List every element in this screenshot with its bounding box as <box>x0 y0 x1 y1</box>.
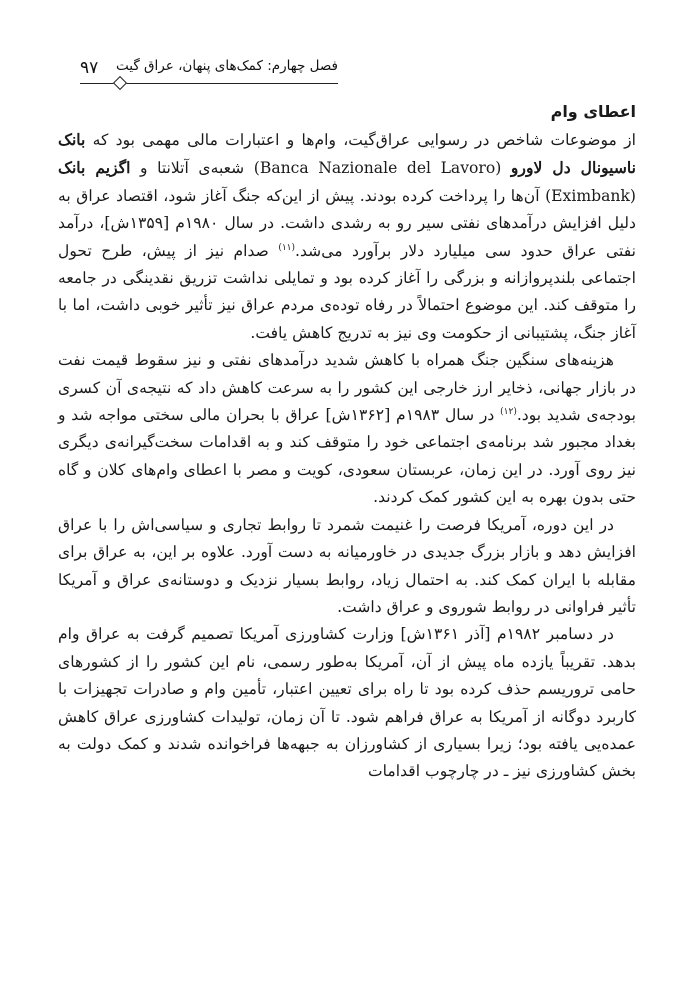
p1-bold-eximbank: اگزیم بانک <box>58 158 131 178</box>
p1-text-3: (Eximbank) آن‌ها را پرداخت کرده بودند. پیش از این‌که جنگ آغاز شود، اقتصاد عراق به دلیل افزایش درآمدهای نفتی سیر رو به رشدی داشت. در سال ۱۹۸۰م [۱۳۵۹ش]، درآمد نفتی عراق حدود سی میلیارد دلار برآورد می‌شد. <box>58 186 636 260</box>
paragraph-2 <box>58 347 636 511</box>
paragraph-4: در دسامبر ۱۹۸۲م [آذر ۱۳۶۱ش] وزارت کشاورزی آمریکا تصمیم گرفت به عراق وام بدهد. تقریباً یازده ماه پیش از آن، آمریکا به‌طور رسمی، نام این کشور را از کشورهای حامی تروریسم حذف کرده بود تا راه برای تعیین اعتبار، تأمین وام و صادرات تجهیزات با کاربرد دوگانه از آمریکا به عراق فراهم شود. تا آن زمان، تولیدات کشاورزی عراق کاهش عمده‌یی یافته بود؛ زیرا بسیاری از کشاورزان به جبهه‌ها فراخوانده شدند و کمک دولت به بخش کشاورزی نیز ـ در چارچوب اقدامات <box>58 625 636 781</box>
footnote-ref-12: (۱۲) <box>500 406 517 417</box>
page-number: ۹۷ <box>80 58 99 78</box>
p2-text-1: هزینه‌های سنگین جنگ همراه با کاهش شدید درآمدهای نفتی و نیز سقوط قیمت نفت در بازار جهانی، ذخایر ارز خارجی این کشور را به سرعت کاهش داد که نتیجه‌ی آن کسری بودجه‌ی شدید بود. <box>58 351 636 425</box>
paragraph-3: در این دوره، آمریکا فرصت را غنیمت شمرد تا روابط تجاری و سیاسی‌اش را با عراق افزایش دهد و بازار بزرگ جدیدی در خاورمیانه به دست آورد. علاوه بر این، به عراق برای مقابله با ایران کمک کند. به احتمال زیاد، روابط بسیار نزدیک و دوستانه‌ی عراق و آمریکا تأثیر فراوانی در روابط شوروی و عراق داشت. <box>58 515 636 616</box>
footnote-ref-11: (۱۱) <box>278 242 296 253</box>
paragraph-1 <box>58 126 636 347</box>
p2-text-2: در سال ۱۹۸۳م [۱۳۶۲ش] عراق با بحران مالی سختی مواجه شد و بغداد مجبور شد برنامه‌ی اجتماعی خود را متوقف کند و به اقدامات سخت‌گیرانه‌ی دیگری نیز روی آورد. در این زمان، عربستان سعودی، کویت و مصر با اعطای وام‌های کلان و گاه حتی بدون بهره به این کشور کمک کردند. <box>58 406 636 507</box>
section-heading: اعطای وام <box>550 102 636 121</box>
running-header <box>80 58 338 98</box>
diamond-ornament-icon <box>113 76 127 90</box>
page-body <box>58 98 636 786</box>
running-title: فصل چهارم: کمک‌های پنهان، عراق گیت <box>116 58 338 74</box>
p1-text-4: صدام نیز از پیش، طرح تحول اجتماعی بلندپروازانه و بزرگی را آغاز کرده بود و تمایلی نداشت تزریق نقدینگی در جامعه را متوقف کند. این موضوع احتمالاً در رفاه توده‌ی مردم عراق نیز تأثیر خوبی داشت، اما با آغاز جنگ، پشتیبانی از حکومت وی نیز به تدریج کاهش یافت. <box>58 241 636 342</box>
p1-text-1: از موضوعات شاخص در رسوایی عراق‌گیت، وام‌ها و اعتبارات مالی مهمی بود که <box>85 131 636 149</box>
p1-text-2: (Banca Nazionale del Lavoro) شعبه‌ی آتلانتا و <box>130 159 511 178</box>
p1-bold-bank-name: بانک ناسیونال دل لاورو <box>58 130 636 178</box>
